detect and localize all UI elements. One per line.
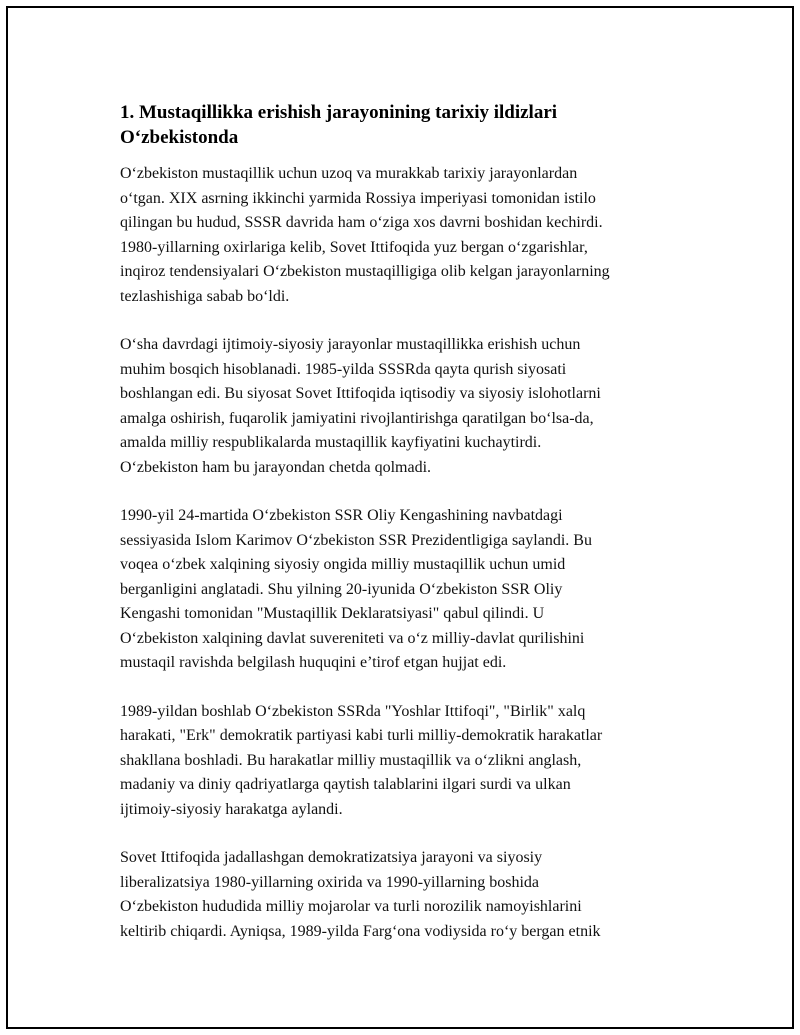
paragraph-5: Sovet Ittifoqida jadallashgan demokratizatsiya jarayoni va siyosiy liberalizatsiya 1980-yillarning oxirida va 1990-yillarning boshida O‘zbekiston hududida milliy mojarolar va turli norozilik namoyishlarini keltirib chiqardi. Ayniqsa, 1989-yilda Farg‘ona vodiysida ro‘y bergan etnik xyxy=(120,849,601,940)
paragraph-2: O‘sha davrdagi ijtimoiy-siyosiy jarayonlar mustaqillikka erishish uchun muhim bosqich hisoblanadi. 1985-yilda SSSRda qayta qurish siyosati boshlangan edi. Bu siyosat Sovet Ittifoqida iqtisodiy va siyosiy islohotlarni amalga oshirish, fuqarolik jamiyatini rivojlantirishga qaratilgan bo‘lsa-da, amalda milliy respublikalarda mustaqillik kayfiyatini kuchaytirdi. O‘zbekiston ham bu jarayondan chetda qolmadi. xyxy=(120,336,601,476)
paragraph-1: O‘zbekiston mustaqillik uchun uzoq va murakkab tarixiy jarayonlardan o‘tgan. XIX asrning ikkinchi yarmida Rossiya imperiyasi tomonidan istilo qilingan bu hudud, SSSR davrida ham o‘ziga xos davrni boshidan kechirdi. 1980-yillarning oxirlariga kelib, Sovet Ittifoqida yuz bergan o‘zgarishlar, inqiroz tendensiyalari O‘zbekiston mustaqilligiga olib kelgan jarayonlarning tezlashishiga sabab bo‘ldi. xyxy=(120,165,610,305)
document-body xyxy=(120,100,690,968)
page-frame xyxy=(6,6,794,1029)
paragraph-3: 1990-yil 24-martida O‘zbekiston SSR Oliy Kengashining navbatdagi sessiyasida Islom Karimov O‘zbekiston SSR Prezidentligiga saylandi. Bu voqea o‘zbek xalqining siyosiy ongida milliy mustaqillik uchun umid berganligini anglatadi. Shu yilning 20-iyunida O‘zbekiston SSR Oliy Kengashi tomonidan "Mustaqillik Deklaratsiyasi" qabul qilindi. U O‘zbekiston xalqining davlat suvereniteti va o‘z milliy-davlat qurilishini mustaqil ravishda belgilash huquqini e’tirof etgan hujjat edi. xyxy=(120,507,592,671)
paragraph-4: 1989-yildan boshlab O‘zbekiston SSRda "Yoshlar Ittifoqi", "Birlik" xalq harakati, "Erk" demokratik partiyasi kabi turli milliy-demokratik harakatlar shakllana boshladi. Bu harakatlar milliy mustaqillik va o‘zlikni anglash, madaniy va diniy qadriyatlarga qaytish talablarini ilgari surdi va ulkan ijtimoiy-siyosiy harakatga aylandi. xyxy=(120,702,603,818)
section-heading: 1. Mustaqillikka erishish jarayonining tarixiy ildizlari O‘zbekistonda xyxy=(120,102,558,148)
